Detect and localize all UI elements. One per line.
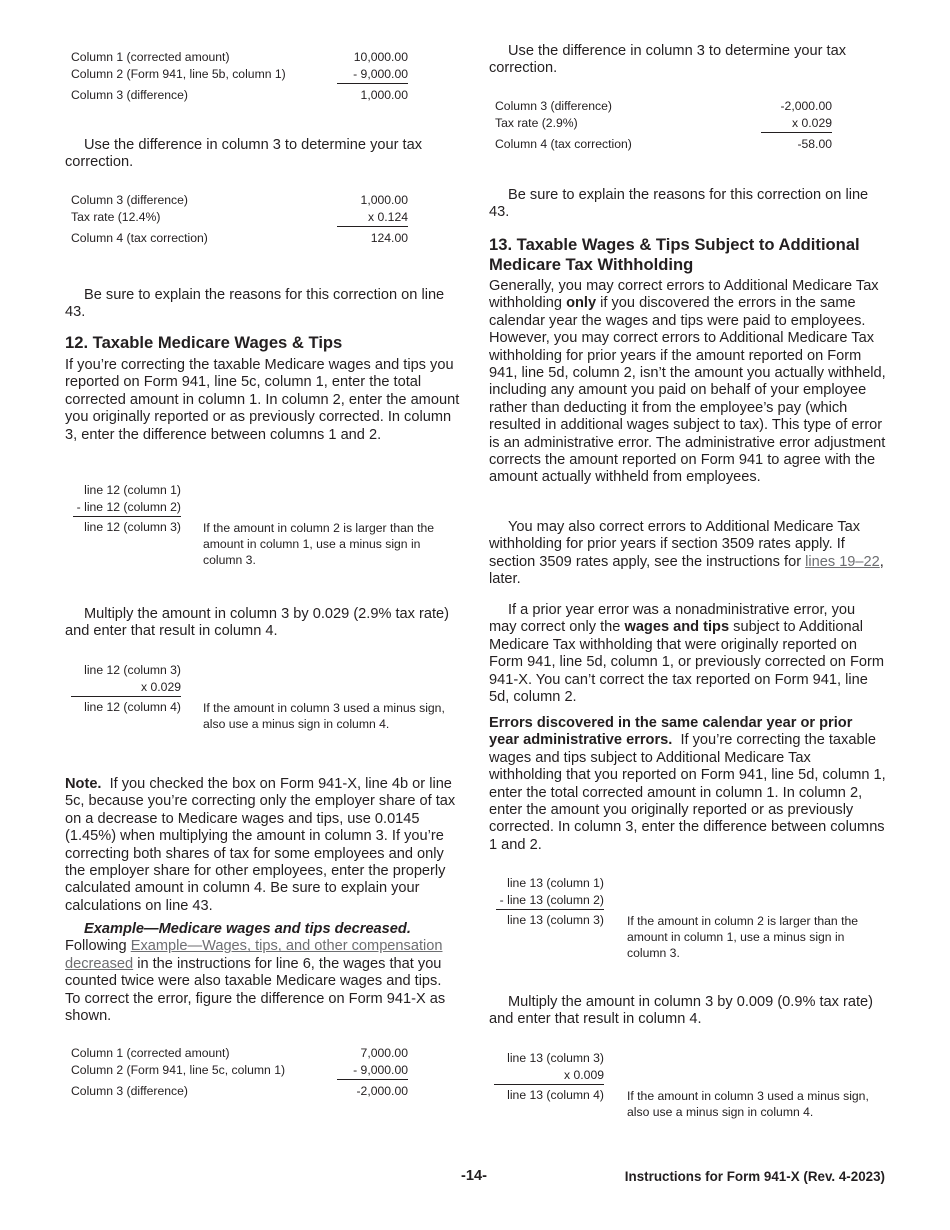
table-note: If the amount in column 2 is larger than the amount in column 1, use a minus sign in column 3. (627, 914, 859, 960)
table-line: line 13 (column 3) (507, 1051, 604, 1065)
calc-value: -2,000.00 (356, 1084, 408, 1098)
example-pre: Following (65, 938, 127, 955)
note-label: Note. (65, 776, 102, 792)
page-number: -14- (461, 1168, 487, 1184)
text-run: If a prior year error was a nonadministrative error, you may correct only the (489, 602, 856, 636)
calc-label: Column 4 (tax correction) (495, 137, 632, 151)
calc-label: Column 4 (tax correction) (71, 231, 208, 245)
calc-label: Column 2 (Form 941, line 5b, column 1) (71, 67, 286, 81)
calc-table-tax-left (71, 193, 408, 248)
example-title: Example—Medicare wages and tips decreased. (84, 921, 411, 937)
table-note: If the amount in column 2 is larger than the amount in column 1, use a minus sign in column 3. (203, 521, 435, 567)
example-post: in the instructions for line 6, the wages that you counted twice were also taxable Medicare wages and tips. To correct the error, figure the difference on Form 941-X as shown. (65, 955, 446, 1025)
note-text: If you checked the box on Form 941-X, line 4b or line 5c, because you’re correcting only the employer share of tax on a decrease to Medicare wages and tips, use 0.0145 (1.45%) when multiplying the amount in column 3. If you’re correcting both shares of tax for some employees and only the employer share for other employees, enter the properly calculated amount in column 4. Be sure to explain your calculations on line 43. (65, 776, 456, 914)
calc-label: Column 1 (corrected amount) (71, 1046, 230, 1060)
paragraph-use-difference: Use the difference in column 3 to determine your tax correction. (65, 137, 423, 171)
text-run: You may also correct errors to Additional Medicare Tax withholding for prior years if section 3509 rates apply. If section 3509 rates apply, see the instructions for (489, 519, 861, 570)
text-run: , later. (489, 553, 884, 588)
mult-table-line12 (65, 663, 460, 731)
calc-value: x 0.124 (337, 210, 408, 227)
paragraph-explain: Be sure to explain the reasons for this correction on line 43. (489, 187, 869, 221)
calc-label: Column 2 (Form 941, line 5c, column 1) (71, 1063, 286, 1077)
table-line: line 13 (column 4) (507, 1088, 604, 1102)
diff-table-line12 (65, 483, 460, 567)
text-bold: wages and tips (624, 619, 730, 636)
paragraph-section13-p3 (489, 602, 886, 706)
paragraph-multiply: Multiply the amount in column 3 by 0.009 (0.9% tax rate) and enter that result in column 4. (489, 994, 874, 1028)
table-line: line 12 (column 1) (84, 483, 181, 497)
paragraph-note (65, 776, 460, 915)
calc-table-tax-right (495, 99, 832, 154)
text-bold: Errors discovered in the same calendar year or prior year administrative errors. (489, 715, 853, 749)
text-run: subject to Additional Medicare Tax withholding that were originally reported on Form 941, line 5d, column 1, or previously corrected on Form 941-X. You can’t correct the tax reported on Form 941, line 5d, column 2. (489, 619, 885, 706)
calc-value: -58.00 (797, 137, 832, 151)
text-run: If you’re correcting the taxable wages and tips subject to Additional Medicare Tax withholding that you reported on Form 941, line 5d, column 1, enter the total corrected amount in column 1. In column 2, enter the amount you originally reported or as previously corrected. In column 3, enter the difference between columns 1 and 2. (489, 732, 886, 853)
calc-label: Column 3 (difference) (71, 1084, 188, 1098)
table-note: If the amount in column 3 used a minus sign, also use a minus sign in column 4. (627, 1089, 869, 1119)
mult-table-line13 (489, 1051, 886, 1119)
paragraph-explain: Be sure to explain the reasons for this correction on line 43. (65, 287, 445, 321)
calc-value: - 9,000.00 (337, 1063, 408, 1080)
table-line: line 12 (column 3) (84, 520, 181, 534)
calc-value: x 0.029 (761, 116, 832, 133)
calc-label: Column 3 (difference) (71, 88, 188, 102)
table-line: - line 13 (column 2) (496, 893, 604, 910)
calc-table-example (71, 1046, 408, 1101)
text-run: Generally, you may correct errors to Additional Medicare Tax withholding (489, 278, 879, 312)
calc-value: 7,000.00 (360, 1046, 408, 1060)
table-line: x 0.029 (71, 680, 181, 697)
table-line: line 13 (column 3) (507, 913, 604, 927)
paragraph-multiply: Multiply the amount in column 3 by 0.029 (2.9% tax rate) and enter that result in column 4. (65, 606, 450, 640)
section-heading: 13. Taxable Wages & Tips Subject to Additional Medicare Tax Withholding (489, 235, 860, 274)
paragraph-section13-p1 (489, 278, 886, 487)
section-heading: 12. Taxable Medicare Wages & Tips (65, 333, 343, 352)
lines-19-22-link[interactable]: lines 19–22 (805, 553, 880, 570)
text-run: if you discovered the errors in the same calendar year the wages and tips were paid to employees. However, you may correct errors to Additional Medicare Tax withholding for prior years if the amount reported on Form 941, line 5d, column 2, isn’t the amount you actually withheld, including any amount you paid on behalf of your employee rather than deducting it from the employee’s pay (which resulted in additional wages subject to tax). This type of error is an administrative error. The administrative error adjustment corrects the amount reported on Form 941 to agree with the amount actually withheld from employees. (489, 295, 886, 486)
table-line: line 12 (column 3) (84, 663, 181, 677)
paragraph-section13-p4 (489, 715, 886, 854)
calc-table-top-left (71, 50, 408, 105)
form-title: Instructions for Form 941-X (Rev. 4-2023) (624, 1169, 885, 1184)
paragraph-section13-p2 (489, 519, 886, 589)
diff-table-line13 (489, 876, 886, 960)
paragraph-section12-intro: If you’re correcting the taxable Medicare wages and tips you reported on Form 941, line 5c, column 1, enter the total corrected amount in column 1. In column 2, enter the amount you originally reported or as previously corrected. In column 3, enter the difference between columns 1 and 2. (65, 357, 460, 443)
calc-value: 10,000.00 (353, 50, 408, 64)
calc-value: 1,000.00 (360, 88, 408, 102)
calc-value: 1,000.00 (360, 193, 408, 207)
calc-label: Tax rate (12.4%) (71, 210, 161, 224)
calc-value: -2,000.00 (780, 99, 832, 113)
table-line: - line 12 (column 2) (73, 500, 181, 517)
calc-value: 124.00 (370, 231, 408, 245)
example-link[interactable]: Example—Wages, tips, and other compensation decreased (65, 938, 443, 972)
calc-label: Tax rate (2.9%) (495, 116, 578, 130)
table-line: x 0.009 (494, 1068, 604, 1085)
calc-label: Column 1 (corrected amount) (71, 50, 230, 64)
text-bold: only (566, 295, 597, 312)
table-line: line 13 (column 1) (507, 876, 604, 890)
paragraph-example (65, 921, 460, 1025)
table-note: If the amount in column 3 used a minus sign, also use a minus sign in column 4. (203, 701, 445, 731)
calc-label: Column 3 (difference) (71, 193, 188, 207)
calc-value: - 9,000.00 (337, 67, 408, 84)
table-line: line 12 (column 4) (84, 700, 181, 714)
calc-label: Column 3 (difference) (495, 99, 612, 113)
paragraph-use-difference: Use the difference in column 3 to determine your tax correction. (489, 43, 847, 77)
